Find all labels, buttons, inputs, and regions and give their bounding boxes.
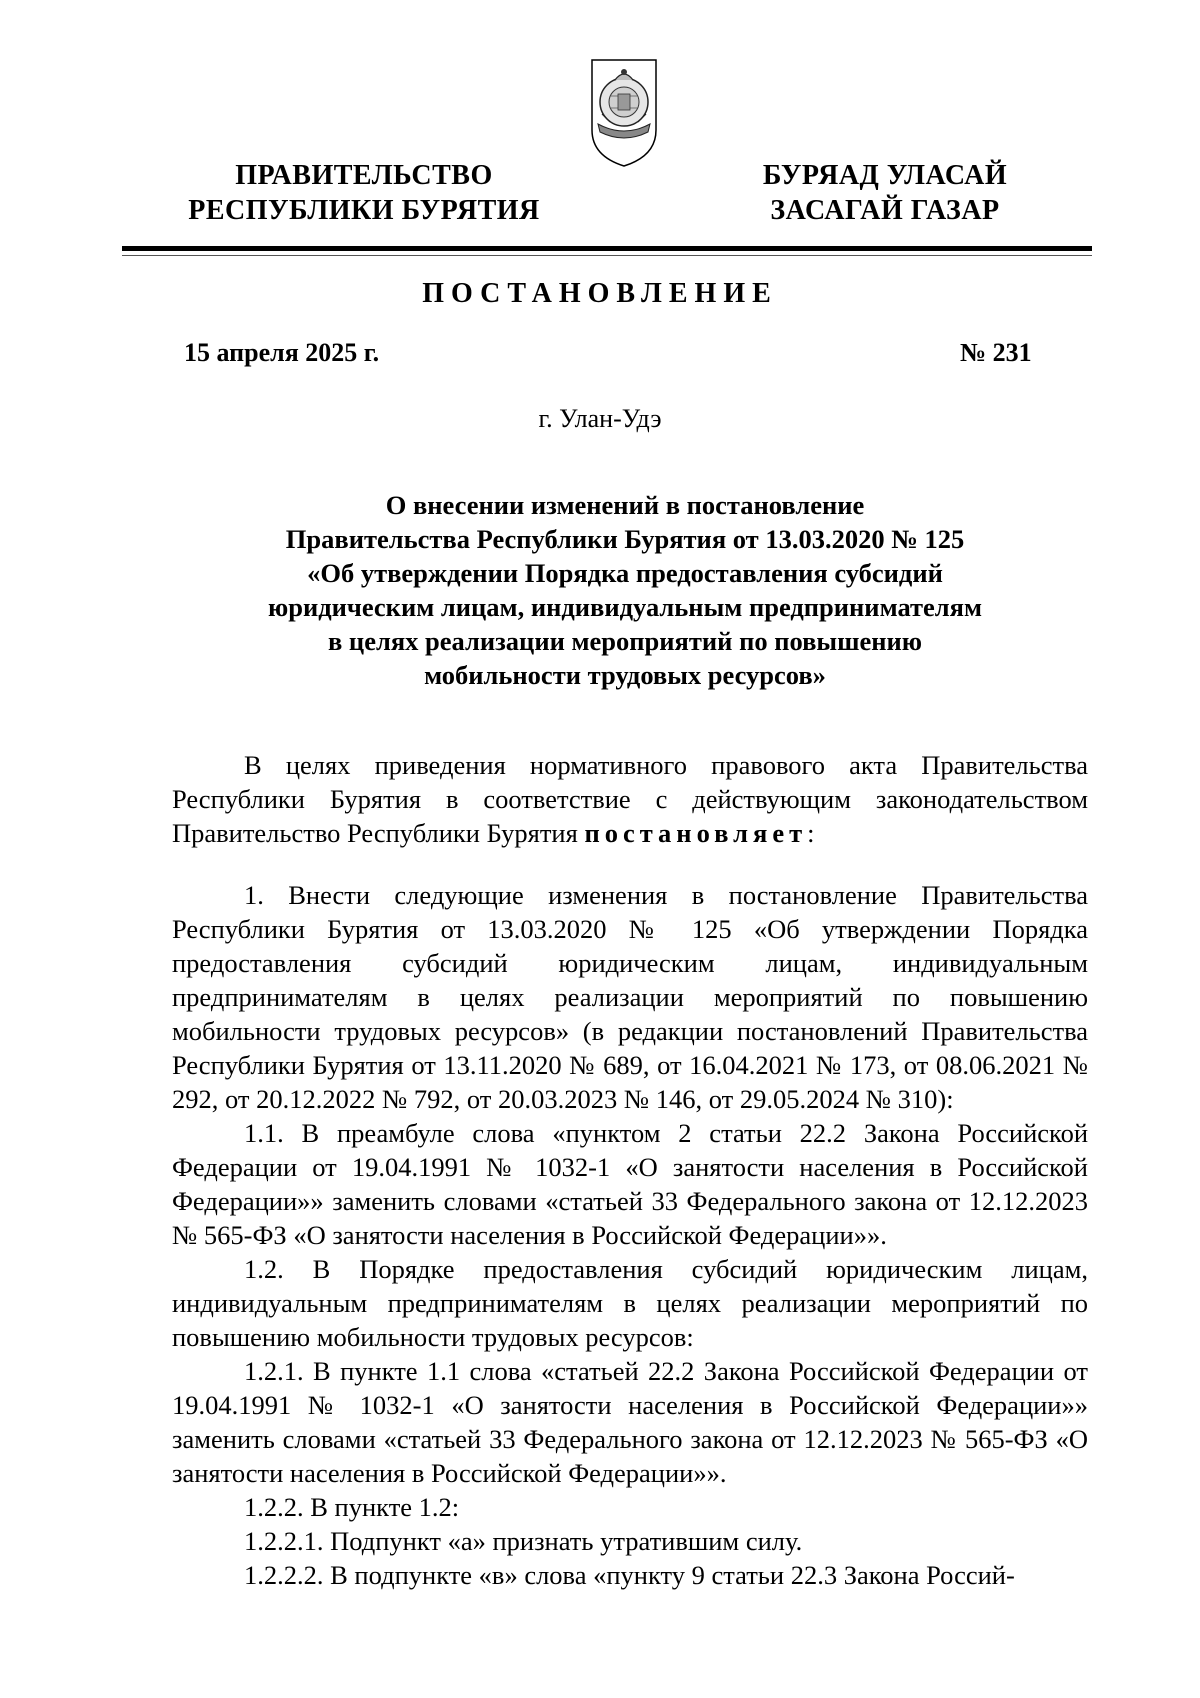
decree-items	[172, 878, 1088, 1592]
title-line: «Об утверждении Порядка предоставления субсидий	[307, 558, 943, 588]
title-line: О внесении изменений в постановление	[385, 490, 865, 520]
title-line: мобильности трудовых ресурсов»	[424, 660, 826, 690]
document-title	[150, 488, 1100, 692]
decree-item: 1.2.1. В пункте 1.1 слова «статьей 22.2 Закона Российской Федерации от 19.04.1991 № 1032-1 «О занятости населения в Российской Федерации»» заменить словами «статьей 33 Федерального закона от 12.12.2023 № 565-ФЗ «О занятости населения в Российской Федерации»».	[172, 1356, 1088, 1488]
government-name-buryat	[720, 158, 1050, 228]
decree-item: 1.2.2. В пункте 1.2:	[244, 1492, 460, 1522]
preamble-paragraph	[172, 748, 1088, 850]
header-divider-thin	[122, 255, 1092, 256]
preamble-text: В целях приведения нормативного правового акта Правительства Республики Бурятия в соответствие с действующим законодательством Правительство Республики Бурятия	[172, 750, 1088, 848]
title-line: в целях реализации мероприятий по повышению	[327, 626, 922, 656]
decree-item: 1. Внести следующие изменения в постановление Правительства Республики Бурятия от 13.03.2020 № 125 «Об утверждении Порядка предоставления субсидий юридическим лицам, индивидуальным предпринимателям в целях реализации мероприятий по повышению мобильности трудовых ресурсов» (в редакции постановлений Правительства Республики Бурятия от 13.11.2020 № 689, от 16.04.2021 № 173, от 08.06.2021 № 292, от 20.12.2022 № 792, от 20.03.2023 № 146, от 29.05.2024 № 310):	[172, 880, 1088, 1114]
decree-item: 1.2.2.2. В подпункте «в» слова «пункту 9 статьи 22.3 Закона Россий-	[244, 1560, 1015, 1590]
government-name-russian	[168, 158, 560, 228]
header-left-line1: ПРАВИТЕЛЬСТВО	[235, 160, 493, 191]
document-type: ПОСТАНОВЛЕНИЕ	[422, 278, 778, 309]
document-number: № 231	[960, 338, 1032, 367]
decree-word: постановляет	[584, 818, 808, 848]
header-divider-thick	[122, 246, 1092, 251]
coat-of-arms-icon	[588, 52, 660, 172]
decree-item: 1.1. В преамбуле слова «пунктом 2 статьи 22.2 Закона Российской Федерации от 19.04.1991 № 1032-1 «О занятости населения в Российской Федерации»» заменить словами «статьей 33 Федерального закона от 12.12.2023 № 565-ФЗ «О занятости населения в Российской Федерации»».	[172, 1118, 1088, 1250]
title-line: юридическим лицам, индивидуальным предпринимателям	[267, 592, 983, 622]
header-left-line2: РЕСПУБЛИКИ БУРЯТИЯ	[188, 195, 540, 226]
preamble-suffix: :	[807, 818, 815, 848]
header-right-line1: БУРЯАД УЛАСАЙ	[762, 160, 1008, 191]
decree-item: 1.2. В Порядке предоставления субсидий юридическим лицам, индивидуальным предпринимателям в целях реализации мероприятий по повышению мобильности трудовых ресурсов:	[172, 1254, 1088, 1352]
document-date: 15 апреля 2025 г.	[184, 338, 380, 367]
decree-item: 1.2.2.1. Подпункт «а» признать утратившим силу.	[244, 1526, 803, 1556]
document-city: г. Улан-Удэ	[538, 404, 662, 433]
preamble	[172, 748, 1088, 850]
header-right-line2: ЗАСАГАЙ ГАЗАР	[770, 195, 1000, 226]
title-line: Правительства Республики Бурятия от 13.03.2020 № 125	[285, 524, 965, 554]
